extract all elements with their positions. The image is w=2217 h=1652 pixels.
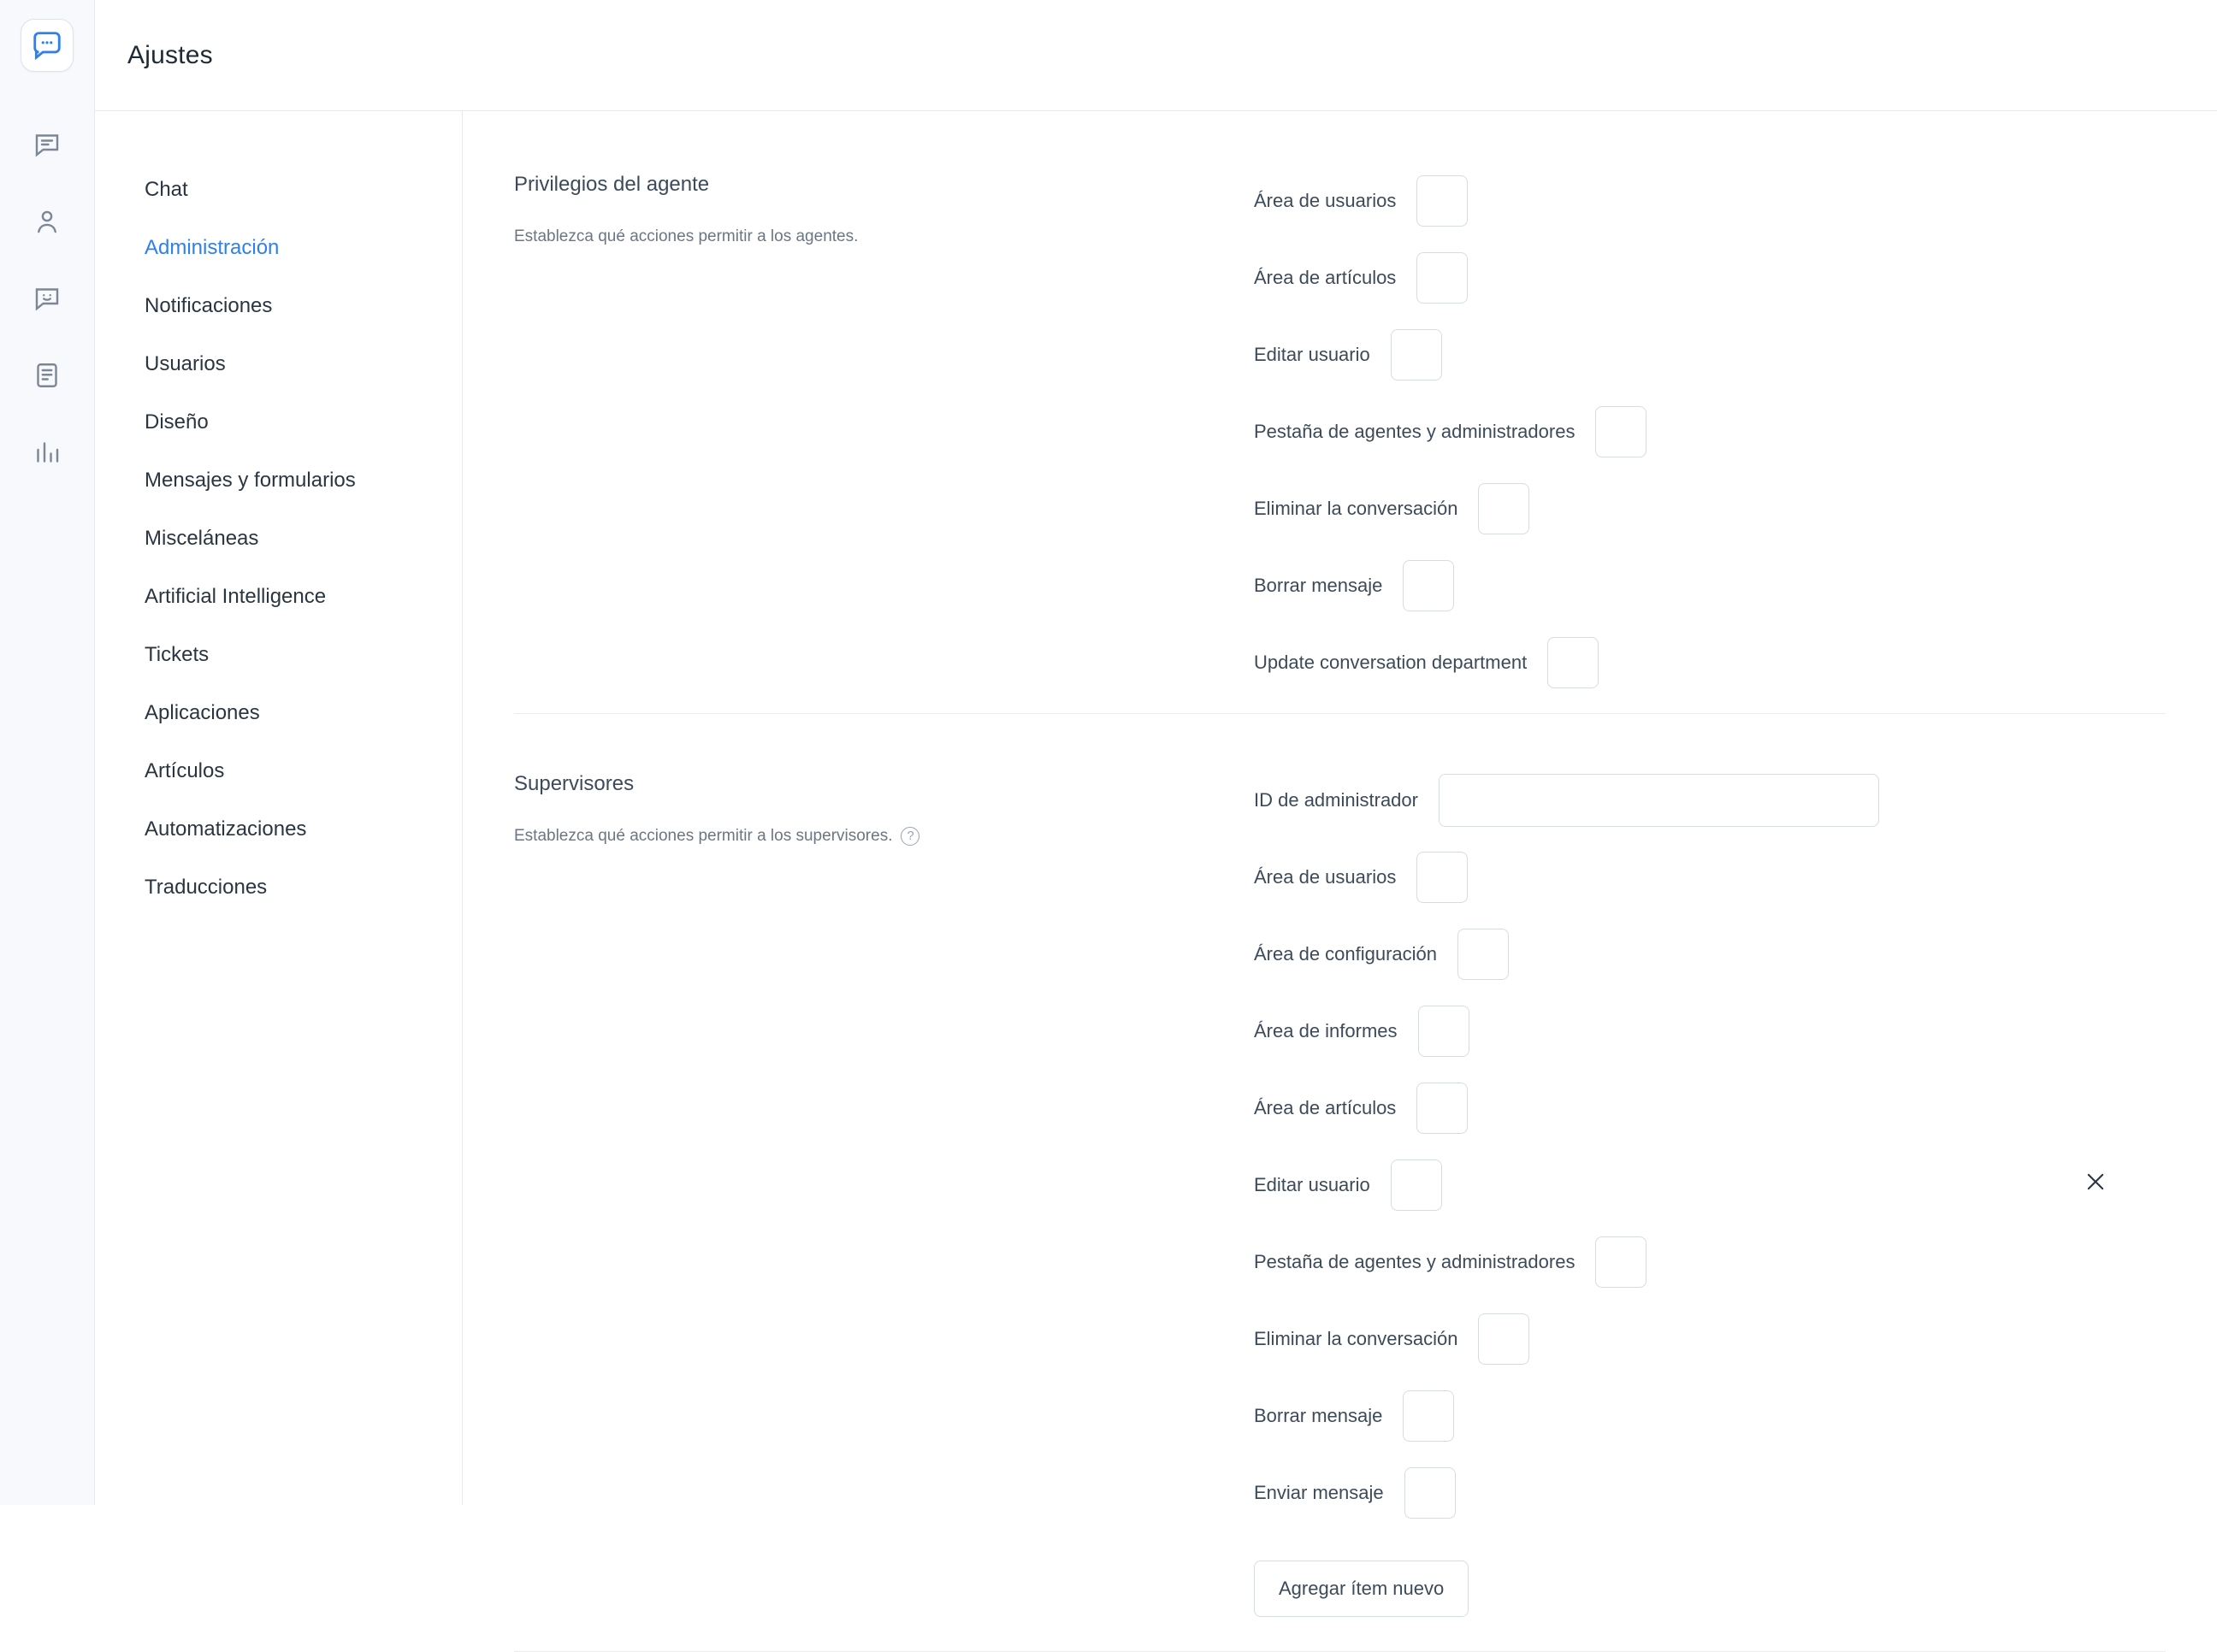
icon-rail bbox=[0, 0, 95, 1505]
field-update-conversation-department bbox=[1254, 636, 2166, 689]
nav-label: Diseño bbox=[145, 410, 209, 434]
field-sup-area-de-usuarios bbox=[1254, 851, 2166, 904]
nav-label: Automatizaciones bbox=[145, 817, 307, 841]
field-label: Área de configuración bbox=[1254, 943, 1438, 965]
toggle-eliminar-la-conversacion[interactable] bbox=[1478, 483, 1529, 534]
field-label: Borrar mensaje bbox=[1254, 575, 1383, 596]
field-sup-area-de-informes bbox=[1254, 1005, 2166, 1058]
conversations-icon[interactable] bbox=[21, 118, 74, 171]
sidebar-item-aplicaciones[interactable] bbox=[95, 684, 462, 742]
field-label: Área de informes bbox=[1254, 1020, 1398, 1041]
sidebar-item-administracion[interactable] bbox=[95, 219, 462, 277]
field-sup-editar-usuario bbox=[1254, 1159, 2166, 1212]
toggle-update-conversation-department[interactable] bbox=[1547, 637, 1599, 688]
nav-label: Artificial Intelligence bbox=[145, 585, 327, 608]
settings-content bbox=[463, 111, 2217, 1599]
section-supervisors-info bbox=[514, 772, 1254, 1617]
field-id-de-administrador bbox=[1254, 774, 2166, 827]
section-agent-privileges bbox=[514, 111, 2166, 713]
field-label: Enviar mensaje bbox=[1254, 1482, 1384, 1503]
field-label: Editar usuario bbox=[1254, 344, 1370, 365]
toggle-pestana-de-agentes-y-administradores[interactable] bbox=[1595, 406, 1646, 457]
field-eliminar-la-conversacion bbox=[1254, 482, 2166, 535]
settings-nav bbox=[95, 111, 463, 1505]
toggle-sup-borrar-mensaje[interactable] bbox=[1403, 1390, 1454, 1442]
section-supervisors-fields bbox=[1254, 772, 2166, 1617]
page-title: Ajustes bbox=[127, 40, 213, 69]
field-area-de-usuarios bbox=[1254, 174, 2166, 227]
toggle-editar-usuario[interactable] bbox=[1391, 329, 1442, 381]
toggle-sup-eliminar-la-conversacion[interactable] bbox=[1478, 1313, 1529, 1365]
close-icon[interactable] bbox=[2078, 1165, 2113, 1199]
section-description-text: Establezca qué acciones permitir a los agentes. bbox=[514, 227, 859, 245]
field-label: Editar usuario bbox=[1254, 1174, 1370, 1195]
field-label: Área de usuarios bbox=[1254, 866, 1397, 888]
field-sup-area-de-configuracion bbox=[1254, 928, 2166, 981]
toggle-borrar-mensaje[interactable] bbox=[1403, 560, 1454, 611]
toggle-sup-enviar-mensaje[interactable] bbox=[1404, 1467, 1456, 1519]
nav-label: Chat bbox=[145, 178, 188, 201]
toggle-sup-editar-usuario[interactable] bbox=[1391, 1159, 1442, 1211]
field-label: Eliminar la conversación bbox=[1254, 1328, 1458, 1349]
field-sup-eliminar-la-conversacion bbox=[1254, 1313, 2166, 1366]
field-label: Pestaña de agentes y administradores bbox=[1254, 421, 1576, 442]
nav-label: Misceláneas bbox=[145, 527, 259, 550]
nav-label: Usuarios bbox=[145, 352, 226, 375]
nav-label: Aplicaciones bbox=[145, 701, 260, 724]
field-pestana-de-agentes-y-administradores bbox=[1254, 405, 2166, 458]
field-label: Eliminar la conversación bbox=[1254, 498, 1458, 519]
field-sup-pestana-de-agentes-y-administradores bbox=[1254, 1236, 2166, 1289]
toggle-area-de-articulos[interactable] bbox=[1416, 252, 1468, 304]
sidebar-item-diseno[interactable] bbox=[95, 393, 462, 451]
field-label: Pestaña de agentes y administradores bbox=[1254, 1251, 1576, 1272]
sidebar-item-articulos[interactable] bbox=[95, 742, 462, 800]
sidebar-item-automatizaciones[interactable] bbox=[95, 800, 462, 858]
section-description bbox=[514, 227, 1220, 246]
section-supervisors bbox=[514, 713, 2166, 1617]
field-label: ID de administrador bbox=[1254, 789, 1418, 811]
sidebar-item-chat[interactable] bbox=[95, 161, 462, 219]
user-icon[interactable] bbox=[21, 195, 74, 248]
sidebar-item-notificaciones[interactable] bbox=[95, 277, 462, 335]
section-agent-privileges-fields bbox=[1254, 173, 2166, 713]
toggle-sup-area-de-informes[interactable] bbox=[1418, 1006, 1469, 1057]
toggle-sup-area-de-usuarios[interactable] bbox=[1416, 852, 1468, 903]
field-label: Update conversation department bbox=[1254, 652, 1528, 673]
toggle-sup-area-de-configuracion[interactable] bbox=[1457, 929, 1509, 980]
field-label: Área de artículos bbox=[1254, 1097, 1397, 1118]
help-circle-icon[interactable]: ? bbox=[901, 827, 919, 846]
section-title: Supervisores bbox=[514, 772, 635, 795]
section-description bbox=[514, 827, 1220, 846]
section-description-text: Establezca qué acciones permitir a los supervisores. bbox=[514, 827, 893, 845]
toggle-sup-area-de-articulos[interactable] bbox=[1416, 1083, 1468, 1134]
field-sup-enviar-mensaje bbox=[1254, 1466, 2166, 1519]
field-sup-area-de-articulos bbox=[1254, 1082, 2166, 1135]
nav-label: Administración bbox=[145, 236, 280, 259]
sidebar-item-tickets[interactable] bbox=[95, 626, 462, 684]
sidebar-item-traducciones[interactable] bbox=[95, 858, 462, 917]
admin-id-input[interactable] bbox=[1439, 774, 1879, 827]
toggle-area-de-usuarios[interactable] bbox=[1416, 175, 1468, 227]
add-new-item-button[interactable]: Agregar ítem nuevo bbox=[1254, 1561, 1469, 1617]
field-label: Área de artículos bbox=[1254, 267, 1397, 288]
field-borrar-mensaje bbox=[1254, 559, 2166, 612]
main-column bbox=[95, 0, 2217, 1599]
articles-icon[interactable] bbox=[21, 349, 74, 402]
nav-label: Artículos bbox=[145, 759, 225, 782]
field-editar-usuario bbox=[1254, 328, 2166, 381]
smiley-chat-icon[interactable] bbox=[21, 272, 74, 325]
section-agent-privileges-info bbox=[514, 173, 1254, 713]
top-bar bbox=[95, 0, 2217, 111]
nav-label: Traducciones bbox=[145, 876, 268, 899]
sidebar-item-artificial-intelligence[interactable] bbox=[95, 568, 462, 626]
nav-label: Mensajes y formularios bbox=[145, 469, 356, 492]
field-label: Área de usuarios bbox=[1254, 190, 1397, 211]
field-area-de-articulos bbox=[1254, 251, 2166, 304]
field-sup-borrar-mensaje bbox=[1254, 1389, 2166, 1443]
reports-bars-icon[interactable] bbox=[21, 426, 74, 479]
nav-label: Tickets bbox=[145, 643, 210, 666]
body-area bbox=[95, 111, 2217, 1599]
field-label: Borrar mensaje bbox=[1254, 1405, 1383, 1426]
nav-label: Notificaciones bbox=[145, 294, 273, 317]
section-title: Privilegios del agente bbox=[514, 173, 710, 196]
chat-bubble-logo-icon[interactable] bbox=[21, 19, 74, 72]
sidebar-item-usuarios[interactable] bbox=[95, 335, 462, 393]
sidebar-item-miscelaneas[interactable] bbox=[95, 510, 462, 568]
sidebar-item-mensajes-y-formularios[interactable] bbox=[95, 451, 462, 510]
toggle-sup-pestana-de-agentes-y-administradores[interactable] bbox=[1595, 1236, 1646, 1288]
